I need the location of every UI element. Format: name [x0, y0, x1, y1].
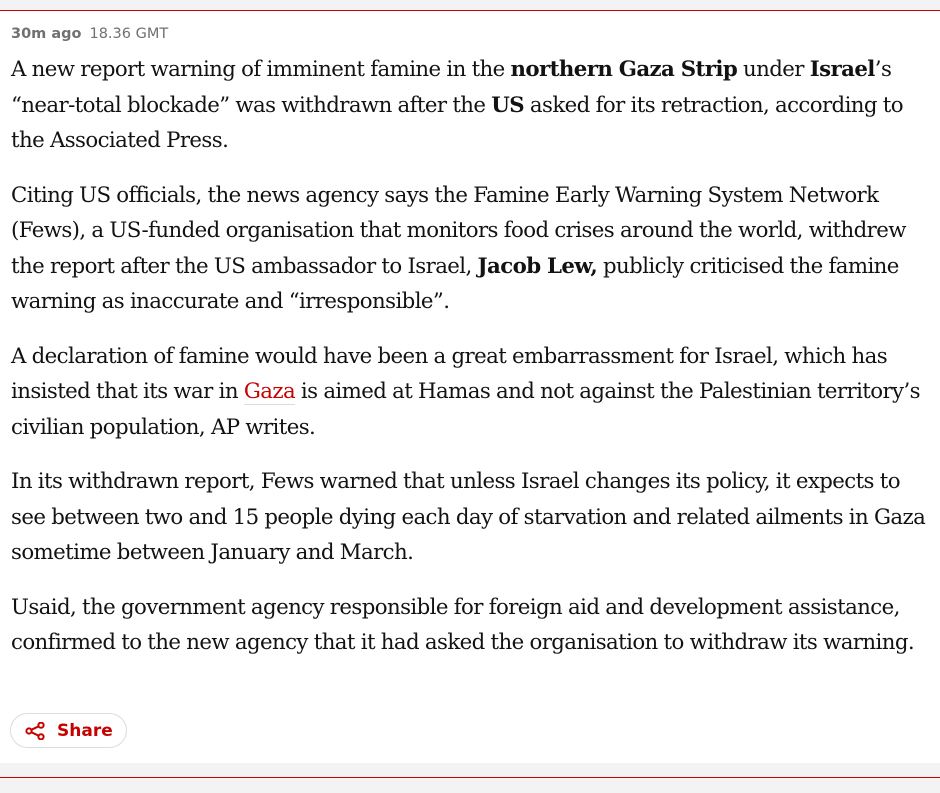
keyword-jacob-lew: Jacob Lew,: [477, 253, 598, 279]
post-meta: [11, 25, 168, 43]
keyword-us: US: [491, 92, 525, 118]
relative-time[interactable]: 30m ago: [11, 26, 82, 42]
text: Usaid, the government agency responsible for foreign aid and development assistance, confirmed to the new agency that it had asked the organisation to withdraw its warning.: [11, 594, 915, 655]
paragraph-4: [11, 464, 939, 571]
paragraph-5: [11, 590, 939, 661]
text: A new report warning of imminent famine in the: [11, 57, 511, 82]
paragraph-2: [11, 178, 939, 320]
keyword-israel: Israel: [809, 57, 875, 82]
text: publicly criticised the famine warning as inaccurate and “irresponsible”.: [11, 253, 899, 314]
text: Citing US officials, the news agency says the Famine Early Warning System Network (Fews), a US-funded organisation that monitors food crises around the world, withdrew the report after the US ambassador to Israel,: [11, 182, 906, 279]
divider: [0, 777, 940, 778]
gaza-link[interactable]: Gaza: [243, 379, 296, 404]
post-body: [11, 52, 939, 680]
text: In its withdrawn report, Fews warned that unless Israel changes its policy, it expects to see between two and 15 people dying each day of starvation and related ailments in Gaza sometime between January and March.: [11, 469, 926, 565]
timestamp: 18.36 GMT: [89, 26, 169, 42]
share-button[interactable]: [10, 713, 127, 748]
text: asked for its retraction, according to the Associated Press.: [11, 92, 903, 153]
text: is aimed at Hamas and not against the Palestinian territory’s civilian population, AP writes.: [11, 379, 920, 440]
paragraph-1: [11, 52, 939, 159]
text: under: [737, 57, 810, 82]
keyword-northern-gaza-strip: northern Gaza Strip: [510, 57, 738, 82]
share-icon: [25, 722, 45, 740]
paragraph-3: [11, 339, 939, 446]
share-label: Share: [57, 721, 113, 741]
text: ’s “near-total blockade” was withdrawn after the: [11, 57, 892, 118]
text: A declaration of famine would have been a great embarrassment for Israel, which has insisted that its war in: [11, 343, 888, 404]
